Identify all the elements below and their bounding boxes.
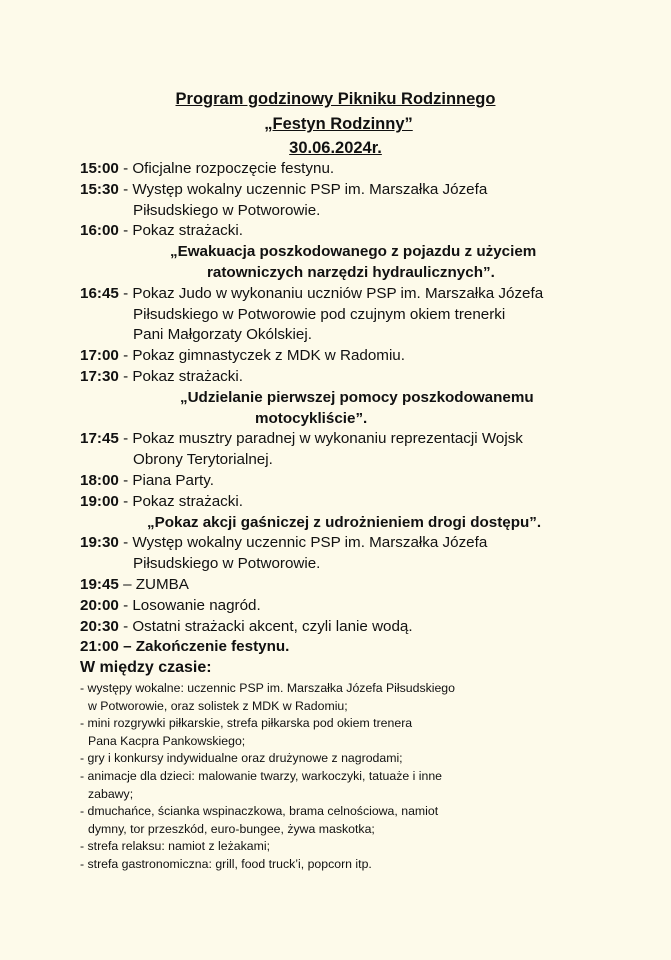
entry-description: Piana Party. bbox=[132, 471, 214, 489]
entry-description: Pokaz musztry paradnej w wykonaniu reprezentacji Wojsk bbox=[132, 430, 523, 448]
entry-separator: - bbox=[118, 367, 133, 385]
schedule-entry-line bbox=[80, 367, 640, 388]
schedule-entry-line bbox=[80, 617, 640, 638]
schedule-entry-line bbox=[80, 221, 640, 242]
entry-time: 18:00 bbox=[80, 471, 119, 489]
attraction-item bbox=[80, 715, 640, 750]
schedule-entry-line bbox=[80, 637, 640, 658]
entry-separator: - bbox=[118, 347, 133, 365]
entry-time: 21:00 bbox=[80, 638, 119, 656]
schedule-entry bbox=[80, 159, 640, 180]
schedule-entry bbox=[80, 221, 640, 283]
show-title: „Ewakuacja poszkodowanego z pojazdu z użyciem bbox=[170, 243, 537, 261]
attraction-text: - animacje dla dzieci: malowanie twarzy, warkoczyki, tatuaże i inne bbox=[80, 768, 442, 783]
attraction-item bbox=[80, 750, 640, 768]
schedule-entry bbox=[80, 575, 640, 596]
entry-separator: - bbox=[118, 160, 133, 177]
entry-time: 20:00 bbox=[80, 596, 119, 614]
side-attractions-list bbox=[80, 680, 640, 874]
entry-description: Zakończenie festynu. bbox=[135, 638, 290, 656]
attraction-text-continued: dymny, tor przeszkód, euro-bungee, żywa maskotka; bbox=[88, 821, 375, 836]
schedule-entry bbox=[80, 533, 640, 575]
entry-description: Oficjalne rozpoczęcie festynu. bbox=[132, 160, 335, 177]
entry-description-continued: Piłsudskiego w Potworowie. bbox=[133, 555, 321, 573]
schedule-entry-line bbox=[80, 492, 640, 513]
entry-separator: - bbox=[118, 284, 133, 302]
schedule-entry bbox=[80, 617, 640, 638]
entry-time: 17:30 bbox=[80, 367, 119, 385]
schedule-entry-line bbox=[80, 429, 640, 450]
entry-separator: - bbox=[118, 596, 133, 614]
entry-time: 17:45 bbox=[80, 430, 119, 448]
entry-separator: - bbox=[118, 180, 133, 198]
entry-description: Ostatni strażacki akcent, czyli lanie wodą. bbox=[132, 617, 413, 635]
entry-time: 16:00 bbox=[80, 222, 119, 240]
entry-time: 15:00 bbox=[80, 160, 119, 177]
entry-description: Pokaz strażacki. bbox=[132, 492, 243, 510]
attraction-item bbox=[80, 768, 640, 803]
entry-time: 19:00 bbox=[80, 492, 119, 510]
attraction-text: - mini rozgrywki piłkarskie, strefa piłkarska pod okiem trenera bbox=[80, 716, 413, 731]
schedule-entry-line bbox=[80, 575, 640, 596]
entry-description: Losowanie nagród. bbox=[132, 596, 261, 614]
schedule-entry bbox=[80, 596, 640, 617]
entry-description: Pokaz gimnastyczek z MDK w Radomiu. bbox=[132, 347, 405, 365]
schedule-entry bbox=[80, 429, 640, 471]
attraction-text: - strefa relaksu: namiot z leżakami; bbox=[80, 839, 270, 854]
entry-time: 19:45 bbox=[80, 575, 119, 593]
entry-description: Pokaz strażacki. bbox=[132, 222, 243, 240]
entry-separator: - bbox=[118, 430, 133, 448]
entry-separator: - bbox=[118, 471, 133, 489]
entry-separator: – bbox=[118, 638, 136, 656]
meanwhile-heading: W między czasie: bbox=[80, 659, 212, 676]
attraction-text: - dmuchańce, ścianka wspinaczkowa, brama celnościowa, namiot bbox=[80, 804, 439, 819]
entry-description-continued: Piłsudskiego w Potworowie. bbox=[133, 201, 321, 219]
schedule-entry-line bbox=[80, 180, 640, 201]
entry-description-continued: Pani Małgorzaty Okólskiej. bbox=[133, 326, 312, 344]
attraction-item bbox=[80, 803, 640, 838]
schedule-entry bbox=[80, 471, 640, 492]
show-title: „Pokaz akcji gaśniczej z udrożnieniem drogi dostępu”. bbox=[147, 513, 542, 531]
schedule-entry bbox=[80, 492, 640, 534]
entry-description: Pokaz Judo w wykonaniu uczniów PSP im. Marszałka Józefa bbox=[132, 284, 544, 302]
entry-time: 20:30 bbox=[80, 617, 119, 635]
entry-description: Występ wokalny uczennic PSP im. Marszałka Józefa bbox=[132, 534, 488, 552]
festival-name: „Festyn Rodzinny” bbox=[264, 115, 413, 133]
entry-separator: - bbox=[118, 492, 133, 510]
entry-description-continued: Piłsudskiego w Potworowie pod czujnym okiem trenerki bbox=[133, 305, 506, 323]
entry-separator: - bbox=[118, 534, 133, 552]
entry-separator: – bbox=[118, 575, 136, 593]
attraction-item bbox=[80, 856, 640, 874]
entry-separator: - bbox=[118, 617, 133, 635]
entry-time: 19:30 bbox=[80, 534, 119, 552]
schedule-entry bbox=[80, 367, 640, 429]
schedule-list bbox=[80, 159, 640, 658]
attraction-text-continued: zabawy; bbox=[88, 786, 134, 801]
schedule-entry-line bbox=[80, 471, 640, 492]
show-title: ratowniczych narzędzi hydraulicznych”. bbox=[207, 263, 495, 281]
attraction-item bbox=[80, 838, 640, 856]
schedule-entry bbox=[80, 637, 640, 658]
entry-time: 16:45 bbox=[80, 284, 119, 302]
entry-description: Występ wokalny uczennic PSP im. Marszałka Józefa bbox=[132, 180, 488, 198]
event-date: 30.06.2024r. bbox=[289, 139, 382, 157]
schedule-entry-line bbox=[80, 284, 640, 305]
schedule-entry bbox=[80, 180, 640, 222]
show-title: motocykliście”. bbox=[255, 409, 368, 427]
attraction-text-continued: w Potworowie, oraz solistek z MDK w Radomiu; bbox=[88, 698, 348, 713]
schedule-entry bbox=[80, 346, 640, 367]
attraction-item bbox=[80, 680, 640, 715]
show-title: „Udzielanie pierwszej pomocy poszkodowanemu bbox=[180, 388, 534, 406]
entry-separator: - bbox=[118, 222, 133, 240]
program-title: Program godzinowy Pikniku Rodzinnego bbox=[175, 90, 496, 108]
schedule-entry-line bbox=[80, 346, 640, 367]
attraction-text-continued: Pana Kacpra Pankowskiego; bbox=[88, 733, 246, 748]
entry-description: Pokaz strażacki. bbox=[132, 367, 243, 385]
schedule-entry-line bbox=[80, 533, 640, 554]
entry-time: 15:30 bbox=[80, 180, 119, 198]
schedule-entry-line bbox=[80, 159, 640, 180]
entry-time: 17:00 bbox=[80, 347, 119, 365]
entry-description: ZUMBA bbox=[135, 575, 189, 593]
schedule-entry-line bbox=[80, 596, 640, 617]
attraction-text: - gry i konkursy indywidualne oraz drużynowe z nagrodami; bbox=[80, 751, 403, 766]
attraction-text: - strefa gastronomiczna: grill, food truck’i, popcorn itp. bbox=[80, 856, 372, 871]
attraction-text: - występy wokalne: uczennic PSP im. Marszałka Józefa Piłsudskiego bbox=[80, 681, 455, 695]
schedule-entry bbox=[80, 284, 640, 346]
entry-description-continued: Obrony Terytorialnej. bbox=[133, 451, 273, 469]
